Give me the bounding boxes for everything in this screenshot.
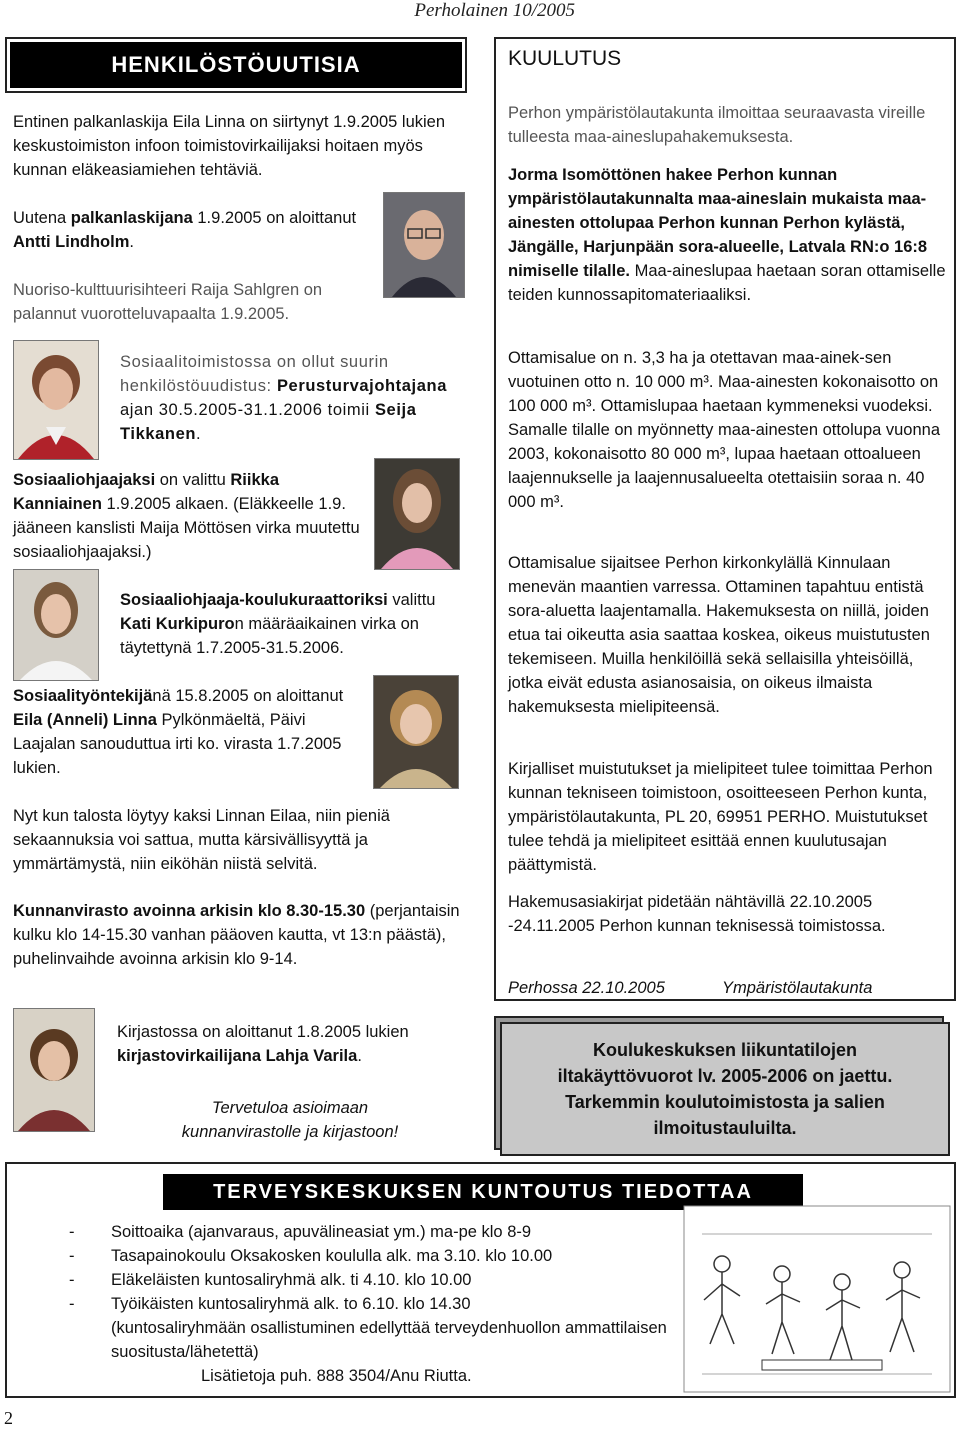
photo-seija-tikkanen (13, 340, 99, 460)
rehab-item: - Tasapainokoulu Oksakosken koululla alk. ma 3.10. klo 10.00 (69, 1244, 709, 1268)
rehab-list (69, 1220, 709, 1316)
staff-p2: Uutena palkanlaskijana 1.9.2005 on aloittanut Antti Lindholm. (13, 209, 357, 251)
exercise-illustration (682, 1204, 952, 1394)
staff-p1: Entinen palkanlaskija Eila Linna on siirtynyt 1.9.2005 lukien keskustoimiston infoon toimistovirkailijaksi hoitaen myös kunnan eläkeasiamiehen tehtäviä. (13, 113, 446, 179)
photo-eila-linna (373, 675, 459, 789)
notice-sign-place: Perhossa 22.10.2005 (508, 979, 665, 997)
notice-box (494, 37, 956, 1001)
staff-p9: Kunnanvirasto avoinna arkisin klo 8.30-15.30 (perjantaisin kulku klo 14-15.30 vanhan pääoven kautta, vt 13:n päästä), puhelinvaihde avoinna arkisin klo 9-14. (13, 902, 460, 968)
issue-header: Perholainen 10/2005 (414, 0, 575, 21)
staff-title-frame (5, 37, 467, 93)
staff-p10: Kirjastossa on aloittanut 1.8.2005 lukien kirjastovirkailijana Lahja Varila. (117, 1023, 409, 1065)
notice-p2: Jorma Isomöttönen hakee Perhon kunnan ympäristölautakunnalta maa-aineslain mukaista maa-ainesten ottolupaa Perhon kunnan Perhon kylästä, Jängälle, Harjunpään sora-alueelle, Latvala RN:o 16:8 nimiselle tilalle. Maa-aineslupaa haetaan soran ottamiselle teiden kunnossapitomateriaaliksi. (508, 166, 946, 304)
rehab-contact: Lisätietoja puh. 888 3504/Anu Riutta. (201, 1367, 472, 1385)
portrait-man-icon (384, 193, 464, 297)
portrait-woman-icon (374, 676, 458, 788)
portrait-woman-icon (14, 570, 98, 680)
sports-box-inner (500, 1022, 950, 1156)
photo-riikka-kanniainen (374, 458, 460, 570)
sports-box-text: Koulukeskuksen liikuntatilojen iltakäyttövuorot lv. 2005-2006 on jaettu. Tarkemmin koulutoimistosta ja salien ilmoitustauluilta. (557, 1040, 893, 1138)
portrait-woman-icon (14, 1009, 94, 1131)
rehab-box (5, 1162, 956, 1398)
portrait-woman-icon (375, 459, 459, 569)
staff-p8: Nyt kun talosta löytyy kaksi Linnan Eilaa, niin pieniä sekaannuksia voi sattua, mutta kärsivällisyyttä ja ymmärtämystä, niin eiköhän niistä selvitä. (13, 807, 390, 873)
notice-p1: Perhon ympäristölautakunta ilmoittaa seuraavasta vireille tulleesta maa-aineslupahakemuksesta. (508, 104, 926, 146)
rehab-item: - Soittoaika (ajanvaraus, apuvälineasiat ym.) ma-pe klo 8-9 (69, 1220, 709, 1244)
staff-p4: Sosiaalitoimistossa on ollut suurin henkilöstöuudistus: Perusturvajohtajana ajan 30.5.2005-31.1.2006 toimii Seija Tikkanen. (120, 353, 447, 443)
rehab-item: - Työikäisten kuntosaliryhmä alk. to 6.10. klo 14.30 (69, 1292, 709, 1316)
portrait-woman-icon (14, 341, 98, 459)
notice-p6: Hakemusasiakirjat pidetään nähtävillä 22.10.2005 -24.11.2005 Perhon kunnan teknisessä toimistossa. (508, 893, 886, 935)
staff-p5: Sosiaaliohjaajaksi on valittu Riikka Kanniainen 1.9.2005 alkaen. (Eläkkeelle 1.9. jääneen kanslisti Maija Möttösen virka muutettu sosiaaliohjaajaksi.) (13, 471, 360, 561)
page-number: 2 (4, 1408, 13, 1428)
staff-p3: Nuoriso-kulttuurisihteeri Raija Sahlgren on palannut vuorotteluvapaalta 1.9.2005. (13, 281, 323, 323)
staff-p6: Sosiaaliohjaaja-koulukuraattoriksi valittu Kati Kurkipuron määräaikainen virka on täytettynä 1.7.2005-31.5.2006. (120, 591, 436, 657)
notice-p4: Ottamisalue sijaitsee Perhon kirkonkylällä Kinnulaan menevän maantien varressa. Ottaminen tapahtuu entistä sora-aluetta laajentamalla. Hakemuksesta on niillä, joiden etua tai oikeutta asia saattaa koskea, oikeus muistutusten tekemiseen. Muilla henkilöillä sekä sellaisilla yhteisöillä, jotka eivät edusta asianosaisia, on oikeus ilmaista hakemuksesta mielipiteensä. (508, 554, 930, 716)
notice-sign-org: Ympäristölautakunta (722, 979, 873, 997)
rehab-item: - Eläkeläisten kuntosaliryhmä alk. ti 4.10. klo 10.00 (69, 1268, 709, 1292)
welcome-note: Tervetuloa asioimaan kunnanvirastolle ja kirjastoon! (181, 1099, 399, 1141)
photo-kati-kurkipuro (13, 569, 99, 681)
staff-title: HENKILÖSTÖUUTISIA (10, 42, 462, 88)
staff-p7: Sosiaalityöntekijänä 15.8.2005 on aloittanut Eila (Anneli) Linna Pylkönmäeltä, Päivi Laajalan sanouduttua irti ko. virasta 1.7.2005 lukien. (13, 687, 344, 777)
rehab-title: TERVEYSKESKUKSEN KUNTOUTUS TIEDOTTAA (163, 1174, 803, 1210)
notice-title: KUULUTUS (508, 47, 622, 70)
photo-lahja-varila (13, 1008, 95, 1132)
photo-antti-lindholm (383, 192, 465, 298)
notice-p5: Kirjalliset muistutukset ja mielipiteet tulee toimittaa Perhon kunnan tekniseen toimistoon, osoitteeseen Perhon kunta, ympäristölautakunta, PL 20, 69951 PERHO. Muistutukset tulee tehdä ja mielipiteet esittää ennen kuulutusajan päättymistä. (508, 760, 933, 874)
notice-p3: Ottamisalue on n. 3,3 ha ja otettavan maa-ainek-sen vuotuinen otto n. 10 000 m³. Maa-ainesten kokonaisotto on 100 000 m³. Ottamislupaa haetaan kymmeneksi vuodeksi. Samalle tilalle on myönnetty maa-ainesten ottolupa vuonna 2003, kokonaisotto 80 000 m³, lupaa haetaan ottoalueen laajennukselle ja laajennusalueelta otettaisiin soraa n. 40 000 m³. (508, 349, 941, 511)
rehab-note: (kuntosaliryhmään osallistuminen edellyttää terveydenhuollon ammattilaisen suositusta/lähetettä) (111, 1319, 667, 1361)
